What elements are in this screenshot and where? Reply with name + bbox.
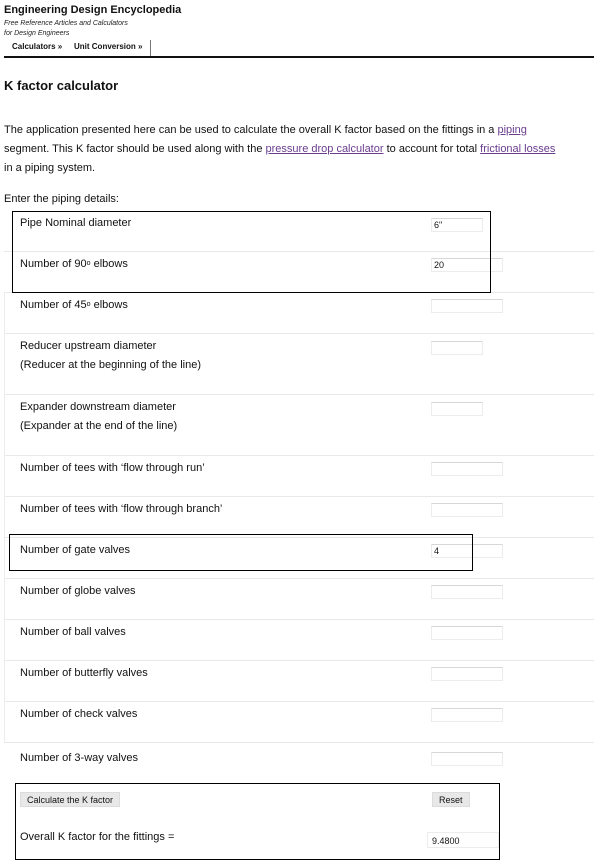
label-45-elbows-degree: o [86,301,91,308]
elbows-45-input[interactable] [431,299,503,313]
calculate-k-factor-button[interactable]: Calculate the K factor [20,792,120,807]
row-tees-run [4,456,594,497]
site-subtitle-line1: Free Reference Articles and Calculators [4,20,128,27]
pipe-diameter-input[interactable] [431,218,483,232]
expander-diameter-input[interactable] [431,402,483,416]
tees-run-input[interactable] [431,462,503,476]
label-tees-branch: Number of tees with ‘flow through branch’ [20,503,223,515]
k-factor-result: 9.4800 [427,832,499,848]
label-45-elbows [20,296,128,315]
nav-calculators[interactable]: Calculators » [12,42,63,51]
intro-part-2: segment. This K factor should be used along with the [4,143,266,155]
site-title: Engineering Design Encyclopedia [4,4,182,16]
row-butterfly-valves [4,661,594,702]
label-reducer: Reducer upstream diameter [20,340,157,352]
label-90-elbows-a: Number of 90 [20,258,87,270]
gate-valves-input[interactable] [431,544,503,558]
intro-text [4,121,594,178]
reset-button[interactable]: Reset [432,792,470,807]
site-subtitle [4,19,128,39]
row-check-valves [4,702,594,743]
row-expander [4,395,594,456]
enter-details-label: Enter the piping details: [4,193,119,205]
result-label: Overall K factor for the fittings = [20,831,175,843]
ball-valves-input[interactable] [431,626,503,640]
butterfly-valves-input[interactable] [431,667,503,681]
row-pipe-diameter [4,211,594,252]
row-3way-valves [4,743,594,783]
row-globe-valves [4,579,594,620]
site-subtitle-line2: for Design Engineers [4,30,70,37]
nav-unit-conversion[interactable]: Unit Conversion » [74,42,143,51]
label-ball-valves: Number of ball valves [20,626,126,638]
intro-part-1: The application presented here can be used to calculate the overall K factor based on the fittings in a [4,124,498,136]
label-globe-valves: Number of globe valves [20,585,136,597]
row-90-elbows [4,252,594,293]
intro-part-3: to account for total [383,143,481,155]
reducer-diameter-input[interactable] [431,341,483,355]
label-check-valves: Number of check valves [20,708,138,720]
row-ball-valves [4,620,594,661]
label-45-elbows-b: elbows [90,299,128,311]
globe-valves-input[interactable] [431,585,503,599]
row-reducer [4,334,594,395]
link-piping[interactable]: piping [497,124,527,136]
nav-divider [150,40,151,56]
label-45-elbows-a: Number of 45 [20,299,87,311]
link-pressure-drop-calculator[interactable]: pressure drop calculator [265,143,384,155]
label-90-elbows [20,255,128,274]
label-gate-valves: Number of gate valves [20,544,131,556]
label-expander-sub: (Expander at the end of the line) [20,420,178,432]
elbows-90-input[interactable] [431,258,503,272]
tees-branch-input[interactable] [431,503,503,517]
label-3way-valves: Number of 3-way valves [20,752,138,764]
label-90-elbows-degree: o [86,260,91,267]
row-gate-valves [4,538,594,579]
label-tees-run: Number of tees with ‘flow through run’ [20,462,205,474]
row-45-elbows [4,293,594,334]
check-valves-input[interactable] [431,708,503,722]
intro-part-4: in a piping system. [4,162,96,174]
link-frictional-losses[interactable]: frictional losses [480,143,556,155]
label-expander: Expander downstream diameter [20,401,176,413]
label-reducer-sub: (Reducer at the beginning of the line) [20,359,202,371]
row-tees-branch [4,497,594,538]
label-90-elbows-b: elbows [90,258,128,270]
label-butterfly-valves: Number of butterfly valves [20,667,148,679]
label-pipe-diameter: Pipe Nominal diameter [20,217,132,229]
form-left-border [4,292,5,742]
page-title: K factor calculator [4,78,119,93]
three-way-valves-input[interactable] [431,752,503,766]
top-nav [4,40,594,58]
